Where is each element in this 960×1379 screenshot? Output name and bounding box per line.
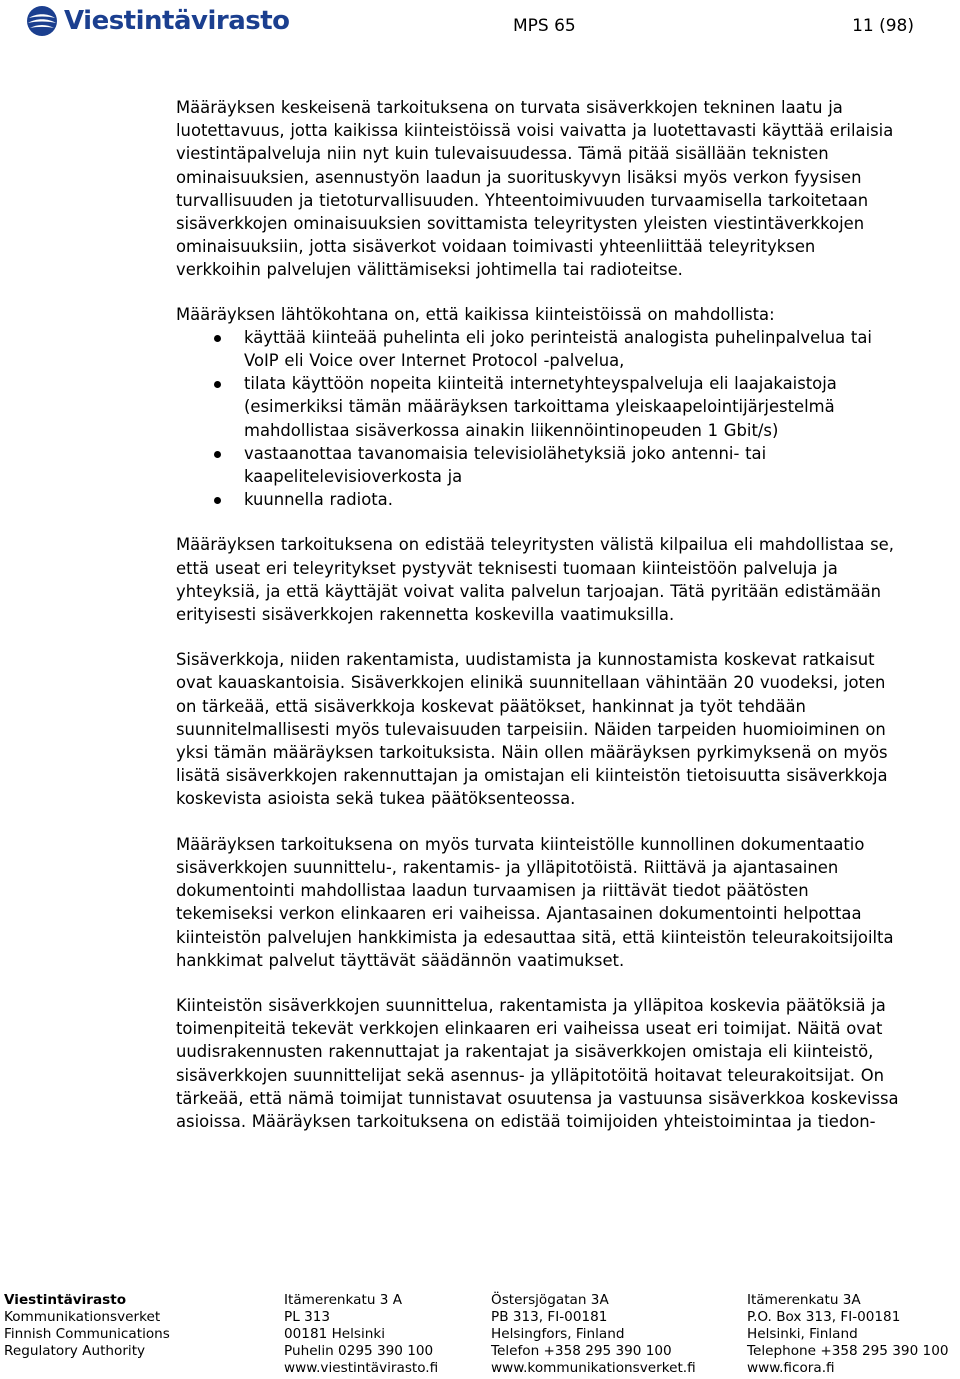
footer-line: Helsinki, Finland [747,1326,858,1342]
list-item [176,488,902,511]
footer-line: PB 313, FI-00181 [491,1309,608,1325]
list-item-text: käyttää kiinteää puhelinta eli joko perinteistä analogista puhelinpalvelua tai VoIP eli Voice over Internet Protocol -palvelua, [244,327,872,371]
list-item [176,442,902,488]
footer-line: P.O. Box 313, FI-00181 [747,1309,901,1325]
footer-column-english [747,1292,949,1377]
footer-line: PL 313 [284,1309,331,1325]
footer-line: Östersjögatan 3A [491,1292,609,1308]
footer-column-finnish [284,1292,438,1377]
requirements-list [176,326,902,512]
footer-line: Kommunikationsverket [4,1309,161,1325]
footer-line: Telephone +358 295 390 100 [747,1343,949,1359]
list-item [176,372,902,442]
footer-link[interactable]: www.ficora.fi [747,1360,835,1376]
paragraph-purpose: Määräyksen keskeisenä tarkoituksena on turvata sisäverkkojen tekninen laatu ja luotettavuus, jotta kaikissa kiinteistöissä voisi vaivatta ja luotettavasti käyttää erilaisia viestintäpalveluja niin nyt kuin tulevaisuudessa. Tämä pitää sisällään teknisten ominaisuuksien, asennustyön laadun ja suorituskyvyn lisäksi myös verkon fyysisen turvallisuuden ja tietoturvallisuuden. Yhteentoimivuuden turvaamisella tarkoitetaan sisäverkkojen ominaisuuksien sovittamista teleyritysten yleisten viestintäverkkojen ominaisuuksiin, jotta sisäverkot voidaan toimivasti yhteenliittää teleyrityksen verkkoihin palvelujen välittämiseksi johtimella tai radioteitse. [176,98,894,280]
footer-line: Helsingfors, Finland [491,1326,625,1342]
footer-line: Itämerenkatu 3 A [284,1292,403,1308]
bullet-dot-icon [214,381,221,388]
footer-line: 00181 Helsinki [284,1326,386,1342]
bullet-dot-icon [214,451,221,458]
paragraph-actors: Kiinteistön sisäverkkojen suunnittelua, rakentamista ja ylläpitoa koskevia päätöksiä ja toimenpiteitä tekevät verkkojen elinkaaren eri vaiheissa useat eri toimijat. Näitä ovat uudisrakennusten rakennuttajat ja rakentajat ja sisäverkkojen omistaja eli kiinteistö, sisäverkkojen suunnittelijat sekä asennus- ja ylläpitotöitä hoitavat teleurakoitsijat. On tärkeää, että nämä toimijat tunnistavat osuutensa ja vastuunsa sisäverkkoa koskevissa asioissa. Määräyksen tarkoituksena on edistää toimijoiden yhteistoimintaa ja tiedon- [176,995,899,1131]
footer-line: Regulatory Authority [4,1343,146,1359]
page-number: 11 (98) [852,16,914,36]
page-header [0,0,960,50]
page-footer [0,1292,960,1379]
globe-logo-icon [26,5,58,37]
footer-line: Finnish Communications [4,1326,170,1342]
paragraph-competition: Määräyksen tarkoituksena on edistää teleyritysten välistä kilpailua eli mahdollistaa se, että useat eri teleyritykset pystyvät teknisesti tuomaan kiinteistöön palveluja ja yhteyksiä, ja että käyttäjät voivat valita palvelun tarjoajan. Tätä pyritään edistämään erityisesti sisäverkkojen rakennetta koskevilla vaatimuksilla. [176,535,894,625]
logo-text: Viestintävirasto [64,6,290,36]
document-body [176,96,902,1155]
footer-link[interactable]: www.viestintävirasto.fi [284,1360,439,1376]
footer-org-name: Viestintävirasto [4,1292,127,1308]
footer-column-agency [4,1292,170,1360]
footer-line: Puhelin 0295 390 100 [284,1343,434,1359]
agency-logo [26,5,290,37]
bullet-dot-icon [214,335,221,342]
list-item-text: vastaanottaa tavanomaisia televisiolähetyksiä joko antenni- tai kaapelitelevisioverkosta ja [244,443,767,487]
bullet-dot-icon [214,497,221,504]
footer-line: Telefon +358 295 390 100 [491,1343,672,1359]
list-item-text: kuunnella radiota. [244,490,393,510]
list-item-text: tilata käyttöön nopeita kiinteitä internetyhteyspalveluja eli laajakaistoja (esimerkiksi tämän määräyksen tarkoittama yleiskaapelointijärjestelmä mahdollistaa sisäverkossa ainakin liikennöintinopeuden 1 Gbit/s) [244,374,837,440]
footer-column-swedish [491,1292,696,1377]
paragraph-longevity: Sisäverkkoja, niiden rakentamista, uudistamista ja kunnostamista koskevat ratkaisut ovat kauaskantoisia. Sisäverkkojen elinikä suunnitellaan vähintään 20 vuodeksi, joten on tärkeää, että sisäverkkoja koskevat päätökset, hankinnat ja työt tehdään suunnitelmallisesti myös tulevaisuuden tarpeisiin. Näiden tarpeiden huomioiminen on yksi tämän määräyksen tarkoituksista. Näin ollen määräyksen pyrkimyksenä on myös lisätä sisäverkkojen rakennuttajan ja omistajan eli kiinteistön tietoisuutta sisäverkkoja koskevista asioista sekä tukea päätöksenteossa. [176,650,888,809]
footer-link[interactable]: www.kommunikationsverket.fi [491,1360,696,1376]
list-item [176,326,902,372]
paragraph-documentation: Määräyksen tarkoituksena on myös turvata kiinteistölle kunnollinen dokumentaatio sisäverkkojen suunnittelu-, rakentamis- ja ylläpitotöistä. Riittävä ja ajantasainen dokumentointi mahdollistaa laadun turvaamisen ja riittävät tiedot päätösten tekemiseksi verkon elinkaaren eri vaiheissa. Ajantasainen dokumentointi helpottaa kiinteistön palvelujen hankkimista ja edesauttaa sitä, että kiinteistön teleurakoitsijoilta hankkimat palvelut täyttävät säädännön vaatimukset. [176,834,894,970]
list-intro: Määräyksen lähtökohtana on, että kaikissa kiinteistöissä on mahdollista: [176,304,775,324]
document-id: MPS 65 [513,16,576,36]
footer-line: Itämerenkatu 3A [747,1292,861,1308]
